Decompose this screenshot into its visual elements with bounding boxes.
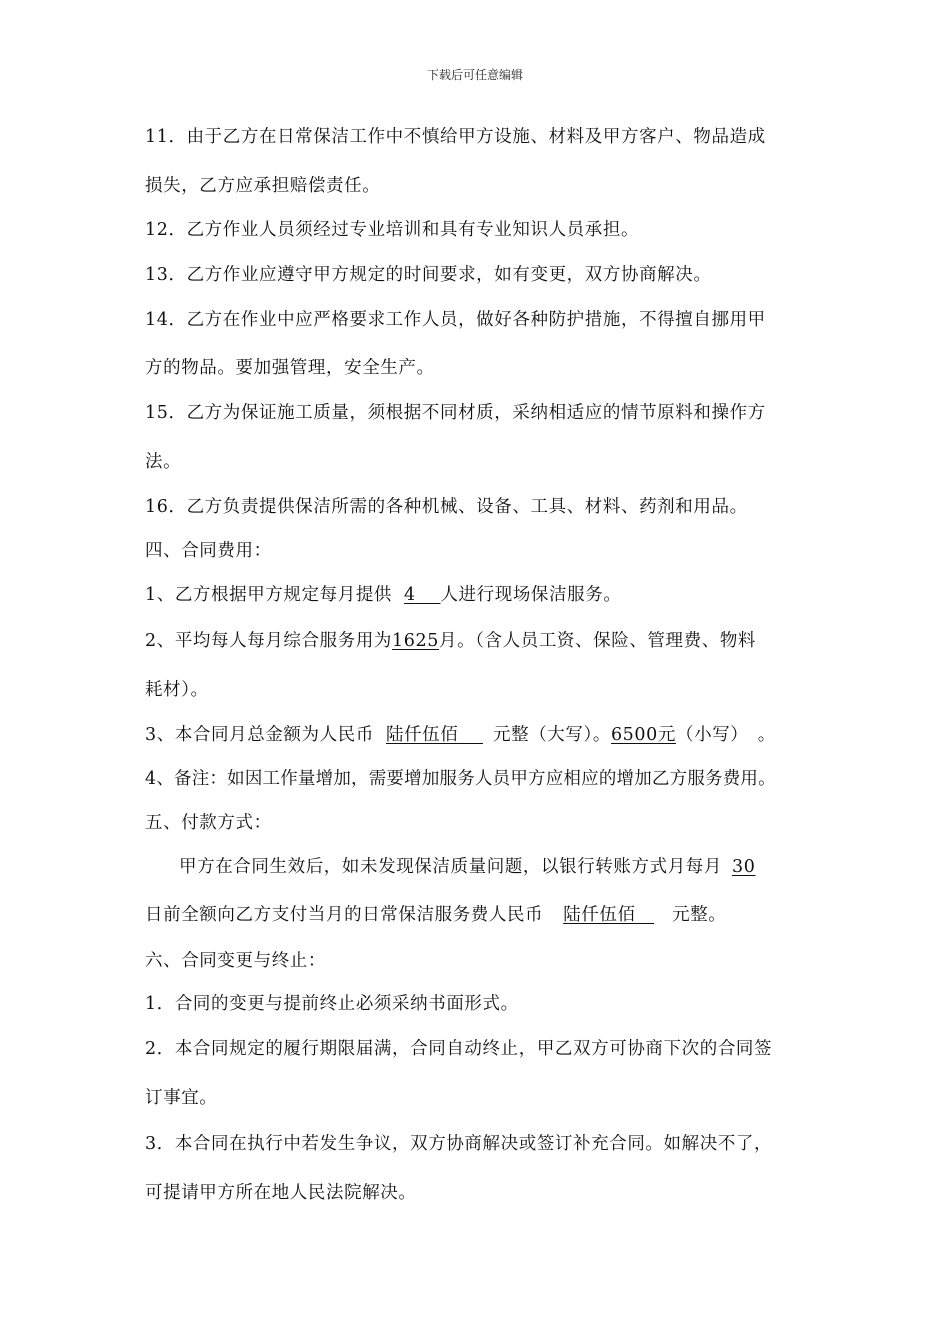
payment-day: 30 — [732, 857, 756, 877]
fee-item-2-prefix: 2、平均每人每月综合服务用为 — [145, 631, 393, 651]
payment-amount: 陆仟伍佰 — [563, 905, 636, 925]
change-item-2-line-2: 订事宜。 — [145, 1088, 218, 1108]
payment-amount-blank — [636, 905, 655, 925]
page-header: 下载后可任意编辑 — [426, 68, 523, 82]
fee-item-3-mid: 元整（大写）。 — [493, 725, 611, 745]
fee-item-2-line-1 — [145, 630, 756, 652]
clause-13: 13．乙方作业应遵守甲方规定的时间要求，如有变更，双方协商解决。 — [145, 265, 712, 285]
clause-15-line-1: 15．乙方为保证施工质量，须根据不同材质，采纳相适应的情节原料和操作方 — [145, 403, 766, 423]
clause-14-line-1: 14．乙方在作业中应严格要求工作人员，做好各种防护措施，不得擅自挪用甲 — [145, 310, 766, 330]
payment-line-2 — [145, 904, 726, 926]
staff-count: 4 — [404, 585, 416, 605]
payment-line-1 — [179, 856, 755, 878]
per-person-amount: 1625 — [392, 631, 439, 651]
monthly-total-upper: 陆仟伍佰 — [385, 725, 459, 745]
fee-item-3-prefix: 3、本合同月总金额为人民币 — [145, 725, 374, 745]
clause-14-line-2: 方的物品。要加强管理，安全生产。 — [145, 358, 435, 378]
staff-count-blank — [416, 585, 441, 605]
section-6-title: 六、合同变更与终止： — [145, 951, 326, 971]
fee-item-4: 4、备注：如因工作量增加，需要增加服务人员甲方应相应的增加乙方服务费用。 — [145, 769, 776, 789]
monthly-total-upper-blank — [458, 725, 483, 745]
fee-item-1-suffix: 人进行现场保洁服务。 — [440, 585, 622, 605]
fee-item-3-suffix: （小写） 。 — [676, 725, 776, 745]
fee-item-1 — [145, 584, 621, 606]
change-item-3-line-2: 可提请甲方所在地人民法院解决。 — [145, 1183, 417, 1203]
payment-line-2-suffix: 元整。 — [672, 905, 727, 925]
clause-11-line-2: 损失，乙方应承担赔偿责任。 — [145, 176, 381, 196]
fee-item-2-line-2: 耗材）。 — [145, 680, 209, 700]
fee-item-1-prefix: 1、乙方根据甲方规定每月提供 — [145, 585, 393, 605]
monthly-total-lower: 6500元 — [610, 725, 676, 745]
fee-item-2-suffix: 月。（含人员工资、保险、管理费、物料 — [438, 631, 757, 651]
clause-15-line-2: 法。 — [145, 452, 182, 472]
payment-line-2-prefix: 日前全额向乙方支付当月的日常保洁服务费人民币 — [145, 905, 544, 925]
fee-item-3 — [145, 724, 776, 746]
clause-11-line-1: 11．由于乙方在日常保洁工作中不慎给甲方设施、材料及甲方客户、物品造成 — [145, 127, 766, 147]
change-item-3-line-1: 3．本合同在执行中若发生争议，双方协商解决或签订补充合同。如解决不了， — [145, 1134, 773, 1154]
payment-line-1-prefix: 甲方在合同生效后，如未发现保洁质量问题，以银行转账方式月每月 — [179, 857, 722, 877]
change-item-2-line-1: 2．本合同规定的履行期限届满，合同自动终止，甲乙双方可协商下次的合同签 — [145, 1039, 773, 1059]
clause-12: 12．乙方作业人员须经过专业培训和具有专业知识人员承担。 — [145, 220, 640, 240]
section-5-title: 五、付款方式： — [145, 813, 272, 833]
change-item-1: 1．合同的变更与提前终止必须采纳书面形式。 — [145, 994, 519, 1014]
section-4-title: 四、合同费用： — [145, 541, 272, 561]
clause-16: 16．乙方负责提供保洁所需的各种机械、设备、工具、材料、药剂和用品。 — [145, 497, 748, 517]
